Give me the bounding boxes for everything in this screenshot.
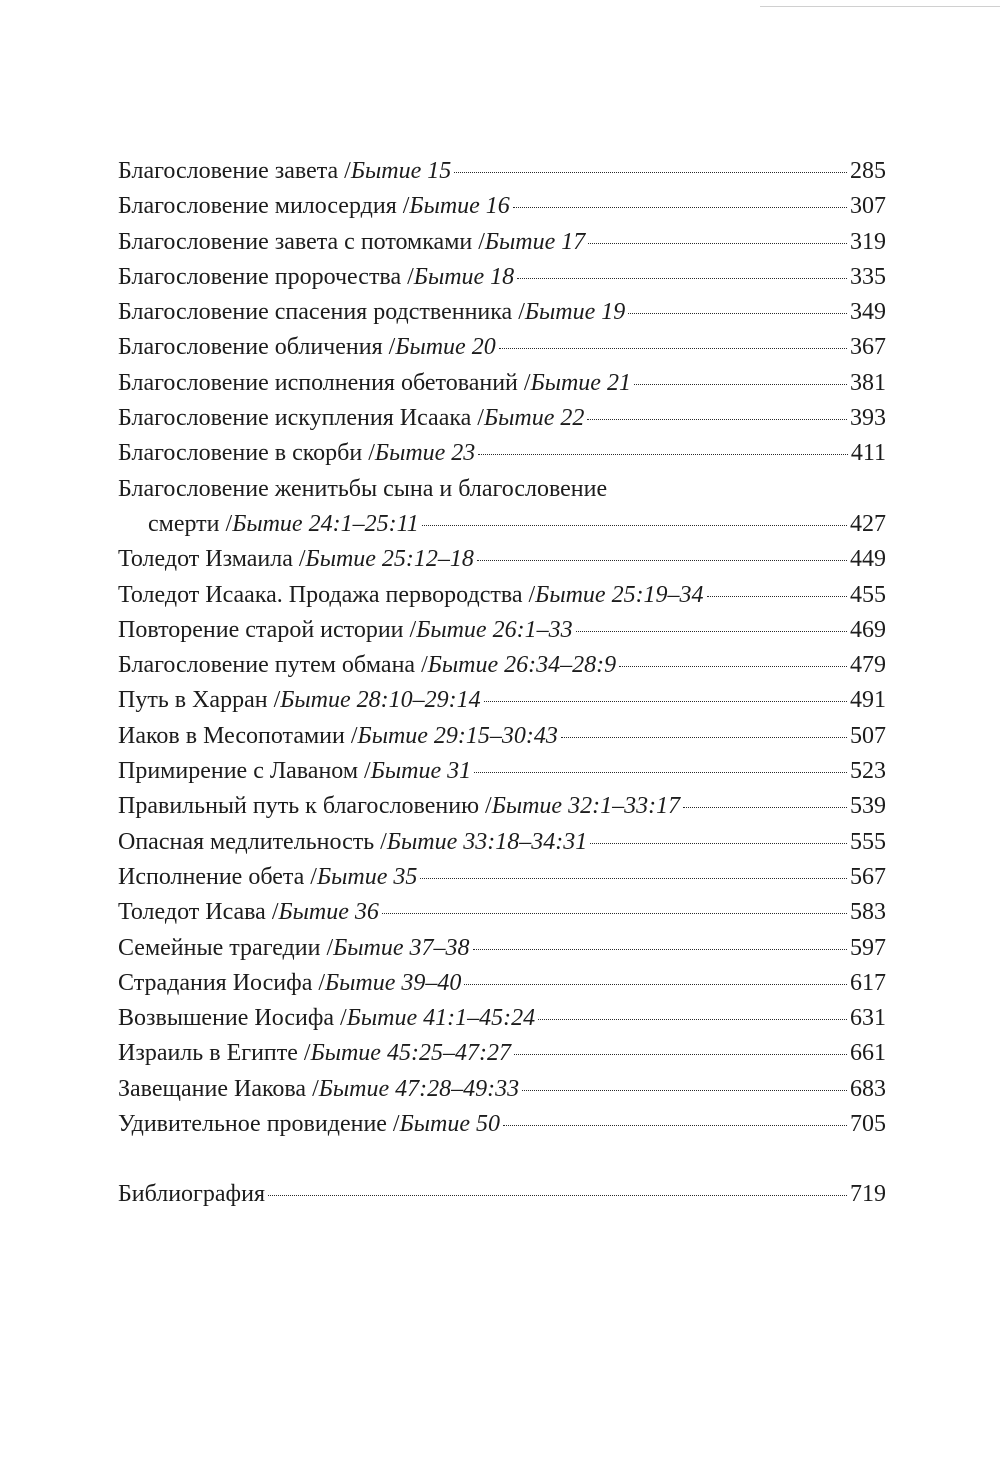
toc-entry-reference: Бытие 47:28–49:33 — [318, 1075, 520, 1102]
toc-entry-title: Благословение искупления Исаака / — [118, 405, 484, 432]
dot-leader — [587, 419, 847, 420]
toc-entry-genesis-24[interactable] — [118, 472, 886, 543]
dot-leader — [484, 701, 847, 702]
toc-entry-genesis-15[interactable] — [118, 154, 886, 189]
toc-entry-title: Благословение пророчества / — [118, 263, 414, 290]
dot-leader — [420, 878, 847, 879]
dot-leader — [474, 772, 847, 773]
toc-entry-genesis-26-34[interactable] — [118, 648, 886, 683]
toc-entry-page: 335 — [850, 263, 886, 290]
toc-entry-bibliography[interactable] — [118, 1177, 886, 1212]
toc-entry-title: Толедот Исаака. Продажа первородства / — [118, 581, 536, 608]
dot-leader — [588, 243, 847, 244]
toc-entry-page: 661 — [850, 1040, 886, 1067]
dot-leader — [478, 454, 848, 455]
toc-entry-reference: Бытие 16 — [409, 193, 510, 220]
toc-entry-reference: Бытие 22 — [483, 405, 585, 432]
toc-entry-genesis-25-12[interactable] — [118, 542, 886, 577]
toc-entry-page: 617 — [850, 969, 886, 996]
toc-entry-page: 567 — [850, 863, 886, 890]
table-of-contents — [118, 154, 886, 1213]
toc-entry-page: 583 — [850, 899, 886, 926]
toc-entry-title: смерти / — [148, 510, 233, 537]
toc-entry-genesis-45[interactable] — [118, 1036, 886, 1071]
toc-entry-reference: Бытие 36 — [278, 899, 379, 926]
toc-entry-reference: Бытие 39–40 — [325, 969, 462, 996]
toc-entry-page: 449 — [850, 546, 886, 573]
toc-entry-reference: Бытие 41:1–45:24 — [346, 1005, 536, 1032]
toc-entry-title: Благословение обличения / — [118, 334, 396, 361]
toc-entry-page: 597 — [850, 934, 886, 961]
toc-entry-page: 539 — [850, 793, 886, 820]
toc-entry-page: 719 — [850, 1181, 886, 1208]
toc-entry-page: 523 — [850, 758, 886, 785]
toc-entry-genesis-50[interactable] — [118, 1107, 886, 1142]
toc-entry-reference: Бытие 21 — [530, 369, 631, 396]
dot-leader — [628, 313, 847, 314]
dot-leader — [382, 913, 847, 914]
toc-entry-genesis-18[interactable] — [118, 260, 886, 295]
toc-entry-reference: Бытие 20 — [395, 334, 496, 361]
toc-entry-reference: Бытие 19 — [524, 299, 626, 326]
toc-entry-reference: Бытие 37–38 — [333, 934, 470, 961]
toc-entry-genesis-39[interactable] — [118, 966, 886, 1001]
toc-entry-title: Благословение завета с потомками / — [118, 228, 485, 255]
dot-leader — [707, 596, 847, 597]
toc-entry-genesis-32[interactable] — [118, 789, 886, 824]
toc-entry-title: Завещание Иакова / — [118, 1075, 319, 1102]
toc-entry-title: Благословение спасения родственника / — [118, 299, 525, 326]
dot-leader — [268, 1195, 847, 1196]
toc-entry-title: Примирение с Лаваном / — [118, 758, 371, 785]
toc-entry-genesis-29[interactable] — [118, 719, 886, 754]
dot-leader — [422, 525, 847, 526]
toc-entry-reference: Бытие 33:18–34:31 — [386, 828, 588, 855]
toc-entry-page: 307 — [850, 193, 886, 220]
toc-entry-genesis-22[interactable] — [118, 401, 886, 436]
toc-entry-title: Опасная медлительность / — [118, 828, 387, 855]
dot-leader — [499, 348, 847, 349]
toc-entry-page: 631 — [850, 1005, 886, 1032]
toc-entry-title: Благословение исполнения обетований / — [118, 369, 531, 396]
toc-entry-genesis-33[interactable] — [118, 825, 886, 860]
dot-leader — [522, 1090, 847, 1091]
dot-leader — [514, 1054, 847, 1055]
toc-entry-reference: Бытие 50 — [399, 1111, 501, 1138]
toc-entry-reference: Бытие 45:25–47:27 — [310, 1040, 511, 1067]
toc-entry-title: Благословение завета / — [118, 158, 351, 184]
toc-entry-genesis-31[interactable] — [118, 754, 886, 789]
toc-entry-genesis-19[interactable] — [118, 295, 886, 330]
dot-leader — [464, 984, 847, 985]
toc-entry-reference: Бытие 26:34–28:9 — [427, 652, 617, 679]
toc-entry-title: Возвышение Иосифа / — [118, 1005, 347, 1032]
dot-leader — [513, 207, 847, 208]
toc-entry-reference: Бытие 31 — [370, 758, 472, 785]
toc-entry-page: 393 — [850, 405, 886, 432]
toc-entry-title: Благословение милосердия / — [118, 193, 410, 220]
toc-entry-reference: Бытие 25:19–34 — [535, 581, 704, 608]
dot-leader — [619, 666, 847, 667]
dot-leader — [517, 278, 847, 279]
toc-entry-reference: Бытие 25:12–18 — [305, 546, 474, 573]
toc-entry-genesis-26[interactable] — [118, 613, 886, 648]
toc-entry-page: 705 — [850, 1111, 886, 1138]
toc-entry-title: Иаков в Месопотамии / — [118, 722, 358, 749]
toc-entry-reference: Бытие 24:1–25:11 — [232, 510, 419, 537]
toc-entry-genesis-16[interactable] — [118, 189, 886, 224]
toc-entry-title: Библиография — [118, 1181, 265, 1208]
toc-entry-genesis-17[interactable] — [118, 225, 886, 260]
toc-entry-title: Исполнение обета / — [118, 863, 317, 890]
toc-entry-title: Семейные трагедии / — [118, 934, 334, 961]
toc-entry-title: Толедот Измаила / — [118, 546, 306, 573]
toc-entry-genesis-36[interactable] — [118, 895, 886, 930]
toc-entry-page: 507 — [850, 722, 886, 749]
toc-entry-title: Израиль в Египте / — [118, 1040, 311, 1067]
toc-entry-page: 319 — [850, 228, 886, 255]
dot-leader — [561, 737, 847, 738]
toc-entry-reference: Бытие 15 — [350, 158, 452, 184]
toc-entry-page: 469 — [850, 616, 886, 643]
toc-entry-reference: Бытие 35 — [316, 863, 418, 890]
toc-entry-page: 491 — [850, 687, 886, 714]
toc-entry-page: 555 — [850, 828, 886, 855]
toc-entry-genesis-21[interactable] — [118, 366, 886, 401]
toc-entry-reference: Бытие 18 — [413, 263, 515, 290]
dot-leader — [590, 843, 847, 844]
toc-entry-title: Путь в Харран / — [118, 687, 281, 714]
toc-entry-genesis-25-19[interactable] — [118, 578, 886, 613]
toc-entry-title: Благословение в скорби / — [118, 440, 375, 467]
dot-leader — [473, 949, 847, 950]
toc-entry-page: 367 — [850, 334, 886, 361]
toc-entry-page: 285 — [850, 158, 886, 184]
toc-entry-reference: Бытие 23 — [374, 440, 476, 467]
toc-entry-page: 411 — [850, 440, 886, 467]
toc-entry-genesis-35[interactable] — [118, 860, 886, 895]
toc-entry-page: 381 — [850, 369, 886, 396]
toc-entry-page: 427 — [850, 510, 886, 537]
dot-leader — [454, 172, 847, 173]
toc-entry-genesis-23[interactable] — [118, 436, 886, 471]
toc-entry-title: Страдания Иосифа / — [118, 969, 326, 996]
toc-entry-genesis-20[interactable] — [118, 330, 886, 365]
toc-entry-reference: Бытие 29:15–30:43 — [357, 722, 558, 749]
dot-leader — [538, 1019, 847, 1020]
section-spacer — [118, 1142, 886, 1177]
dot-leader — [503, 1125, 847, 1126]
toc-entry-genesis-37[interactable] — [118, 931, 886, 966]
dot-leader — [683, 807, 847, 808]
toc-entry-page: 349 — [850, 299, 886, 326]
toc-entry-page: 455 — [850, 581, 886, 608]
toc-entry-genesis-47[interactable] — [118, 1072, 886, 1107]
toc-entry-page: 479 — [850, 652, 886, 679]
toc-entry-reference: Бытие 28:10–29:14 — [280, 687, 481, 714]
toc-entry-title: Повторение старой истории / — [118, 616, 417, 643]
dot-leader — [576, 631, 847, 632]
toc-entry-reference: Бытие 32:1–33:17 — [491, 793, 681, 820]
toc-entry-page: 683 — [850, 1075, 886, 1102]
dot-leader — [477, 560, 847, 561]
toc-entry-genesis-41[interactable] — [118, 1001, 886, 1036]
toc-entry-title: Благословение путем обмана / — [118, 652, 428, 679]
toc-entry-title: Толедот Исава / — [118, 899, 279, 926]
toc-entry-genesis-28[interactable] — [118, 683, 886, 718]
toc-entry-title: Удивительное провидение / — [118, 1111, 400, 1138]
toc-entry-reference: Бытие 17 — [484, 228, 586, 255]
toc-entry-title-line1: Благословение женитьбы сына и благословение — [118, 475, 608, 502]
scan-edge-rule — [760, 6, 1000, 7]
toc-entry-title: Правильный путь к благословению / — [118, 793, 492, 820]
dot-leader — [634, 384, 847, 385]
toc-entry-reference: Бытие 26:1–33 — [416, 616, 573, 643]
